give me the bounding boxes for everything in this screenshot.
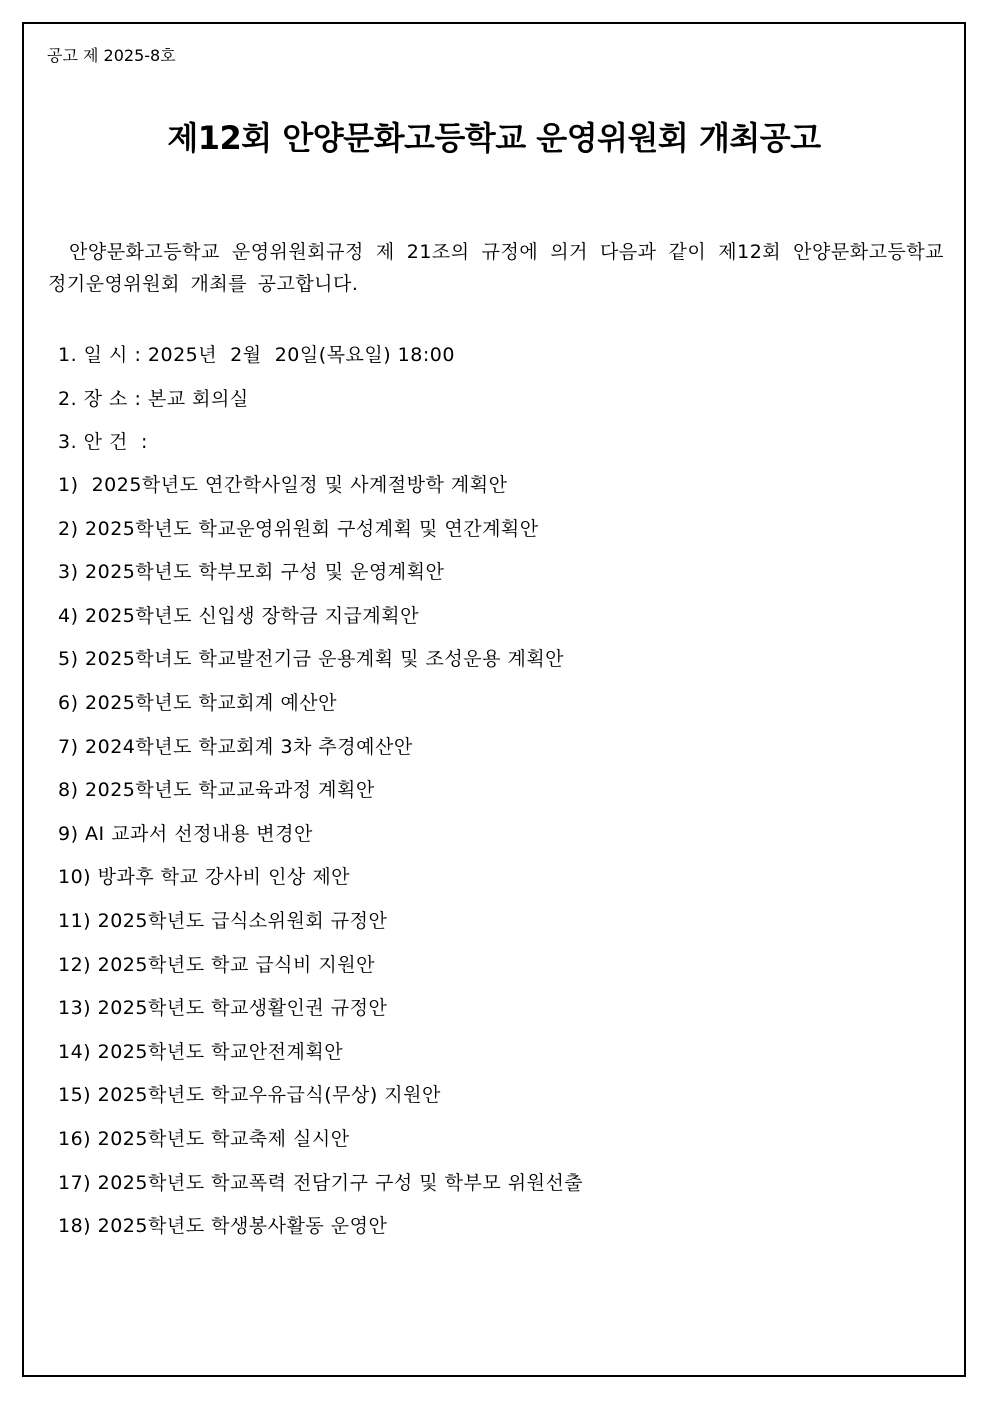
agenda-item: 9) AI 교과서 선정내용 변경안 xyxy=(58,822,313,845)
detail-agenda-heading: 3. 안 건 : xyxy=(58,431,148,453)
agenda-item: 17) 2025학년도 학교폭력 전담기구 구성 및 학부모 위원선출 xyxy=(58,1171,584,1194)
agenda-item: 2) 2025학년도 학교운영위원회 구성계획 및 연간계획안 xyxy=(58,517,539,540)
agenda-item: 5) 2025학녀도 학교발전기금 운용계획 및 조성운용 계획안 xyxy=(58,648,565,671)
agenda-list xyxy=(58,470,583,1255)
page-title: 제12회 안양문화고등학교 운영위원회 개최공고 xyxy=(167,119,821,157)
agenda-item: 14) 2025학년도 학교안전계획안 xyxy=(58,1040,344,1063)
agenda-item: 3) 2025학년도 학부모회 구성 및 운영계획안 xyxy=(58,561,445,584)
detail-location: 2. 장 소 : 본교 회의실 xyxy=(58,388,249,410)
agenda-item: 18) 2025학년도 학생봉사활동 운영안 xyxy=(58,1215,388,1238)
agenda-item: 13) 2025학년도 학교생활인권 규정안 xyxy=(58,997,388,1020)
agenda-item: 7) 2024학년도 학교회계 3차 추경예산안 xyxy=(58,735,413,758)
agenda-item: 10) 방과후 학교 강사비 인상 제안 xyxy=(58,866,351,889)
agenda-item: 16) 2025학년도 학교축제 실시안 xyxy=(58,1127,350,1150)
agenda-item: 6) 2025학년도 학교회계 예산안 xyxy=(58,691,338,714)
detail-date-time: 1. 일 시 : 2025년 2월 20일(목요일) 18:00 xyxy=(58,344,455,366)
agenda-item: 11) 2025학년도 급식소위원회 규정안 xyxy=(58,909,388,932)
notice-number: 공고 제 2025-8호 xyxy=(47,46,176,65)
intro-paragraph: 안양문화고등학교 운영위원회규정 제 21조의 규정에 의거 다음과 같이 제12회 안양문화고등학교 정기운영위원회 개최를 공고합니다. xyxy=(48,241,944,295)
agenda-item: 8) 2025학년도 학교교육과정 계획안 xyxy=(58,779,375,802)
agenda-item: 1) 2025학년도 연간학사일정 및 사계절방학 계획안 xyxy=(58,474,508,496)
agenda-item: 4) 2025학년도 신입생 장학금 지급계획안 xyxy=(58,604,419,627)
agenda-item: 15) 2025학년도 학교우유급식(무상) 지원안 xyxy=(58,1084,441,1107)
agenda-item: 12) 2025학년도 학교 급식비 지원안 xyxy=(58,953,375,976)
